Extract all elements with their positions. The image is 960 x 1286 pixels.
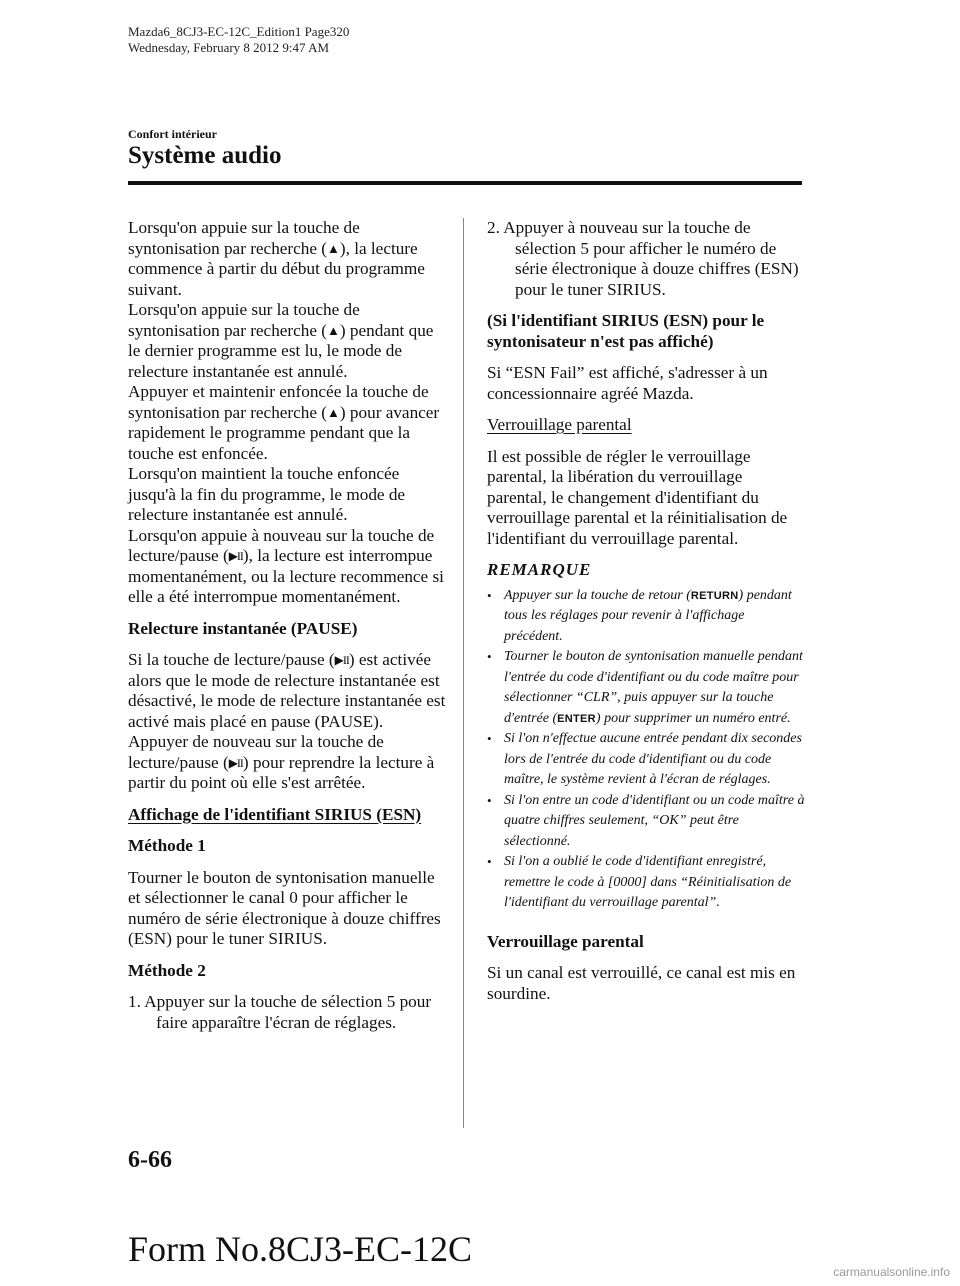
- paragraph-parental-lock: Il est possible de régler le verrouillage parental, la libération du verrouillage parental, le changement d'identifiant du verrouillage parental et la réinitialisation de l'identifiant du verrouillage parental.: [487, 446, 788, 548]
- play-pause-icon: ▶II: [228, 549, 243, 563]
- heading-parental-lock: Verrouillage parental: [487, 415, 632, 434]
- heading-esn-display: Affichage de l'identifiant SIRIUS (ESN): [128, 804, 422, 824]
- play-pause-icon: ▶II: [228, 755, 243, 770]
- note-item: • Appuyer sur la touche de retour (RETURN) pendant tous les réglages pour revenir à l'affichage précédent.: [487, 586, 805, 648]
- heading-parental-lock-2: Verrouillage parental: [487, 931, 644, 951]
- right-column: [487, 218, 805, 1004]
- paragraph-method-1: Tourner le bouton de syntonisation manuelle et sélectionner le canal 0 pour afficher le numéro de série électronique à douze chiffres (ESN) pour le tuner SIRIUS.: [128, 867, 441, 948]
- paragraph-seek-last: Lorsqu'on appuie sur la touche de syntonisation par recherche (▲) pendant que le dernier programme est lu, le mode de relecture instantanée est annulé.: [128, 300, 434, 381]
- column-divider: [463, 218, 464, 1128]
- paragraph-channel-muted: Si un canal est verrouillé, ce canal est mis en sourdine.: [487, 963, 796, 1003]
- note-item: • Tourner le bouton de syntonisation manuelle pendant l'entrée du code d'identifiant ou du code maître pour sélectionner “CLR”, puis appuyer sur la touche d'entrée (ENTER) pour supprimer un numéro entré.: [487, 647, 805, 729]
- note-item: • Si l'on entre un code d'identifiant ou un code maître à quatre chiffres seulement, “OK” peut être sélectionné.: [487, 791, 805, 853]
- paragraph-fast-forward: Appuyer et maintenir enfoncée la touche de syntonisation par recherche (▲) pour avancer rapidement le programme pendant que la touche est enfoncée.: [128, 382, 440, 463]
- heading-instant-replay-pause: Relecture instantanée (PAUSE): [128, 618, 358, 638]
- note-item: • Si l'on n'effectue aucune entrée pendant dix secondes lors de l'entrée du code d'identifiant ou du code maître, le système revient à l'écran de réglages.: [487, 729, 805, 791]
- paragraph-pause: Si la touche de lecture/pause (▶II) est activée alors que le mode de relecture instantanée est désactivé, le mode de relecture instantanée est activé mais placé en pause (PAUSE). Appuyer de nouveau sur la touche de lecture/pause (▶II) pour reprendre la lecture à partir du point où elle s'est arrêtée.: [128, 650, 446, 792]
- up-triangle-icon: ▲: [327, 240, 340, 256]
- enter-key-icon: ENTER: [557, 712, 596, 725]
- paragraph-esn-fail: Si “ESN Fail” est affiché, s'adresser à un concessionnaire agréé Mazda.: [487, 363, 768, 403]
- title-rule: [128, 181, 802, 185]
- paragraph-play-pause: Lorsqu'on appuie à nouveau sur la touche de lecture/pause (▶II), la lecture est interrompue momentanément, ou la lecture recommence si elle a été interrompue momentanément.: [128, 525, 444, 606]
- play-pause-icon: ▶II: [334, 653, 349, 667]
- heading-method-1: Méthode 1: [128, 836, 206, 855]
- paragraph-seek-next: Lorsqu'on appuie sur la touche de syntonisation par recherche (▲), la lecture commence à partir du début du programme suivant.: [128, 218, 425, 299]
- heading-method-2: Méthode 2: [128, 960, 206, 980]
- note-item: • Si l'on a oublié le code d'identifiant enregistré, remettre le code à [0000] dans “Réinitialisation de l'identifiant du verrouillage parental”.: [487, 852, 805, 914]
- print-header: [128, 24, 349, 56]
- note-title: REMARQUE: [487, 560, 592, 579]
- page-title: Système audio: [128, 142, 282, 169]
- step-1: 1. Appuyer sur la touche de sélection 5 pour faire apparaître l'écran de réglages.: [128, 992, 432, 1032]
- section-label: Confort intérieur: [128, 127, 217, 141]
- up-triangle-icon: ▲: [327, 322, 340, 338]
- return-key-icon: RETURN: [690, 589, 739, 602]
- print-date-line: Wednesday, February 8 2012 9:47 AM: [128, 40, 330, 55]
- print-file-line: Mazda6_8CJ3-EC-12C_Edition1 Page320: [128, 24, 350, 39]
- watermark: carmanualsonline.info: [833, 1265, 950, 1279]
- page-number: 6-66: [128, 1147, 172, 1173]
- step-2: 2. Appuyer à nouveau sur la touche de sélection 5 pour afficher le numéro de série électronique à douze chiffres (ESN) pour le tuner SIRIUS.: [487, 218, 799, 299]
- heading-esn-not-shown: (Si l'identifiant SIRIUS (ESN) pour le syntonisateur n'est pas affiché): [487, 311, 765, 351]
- up-triangle-icon: ▲: [327, 404, 340, 420]
- note-list: [487, 586, 805, 914]
- paragraph-hold-end: Lorsqu'on maintient la touche enfoncée jusqu'à la fin du programme, le mode de relecture instantanée est annulé.: [128, 464, 406, 524]
- form-number: Form No.8CJ3-EC-12C: [128, 1229, 473, 1269]
- left-column: [128, 218, 446, 1033]
